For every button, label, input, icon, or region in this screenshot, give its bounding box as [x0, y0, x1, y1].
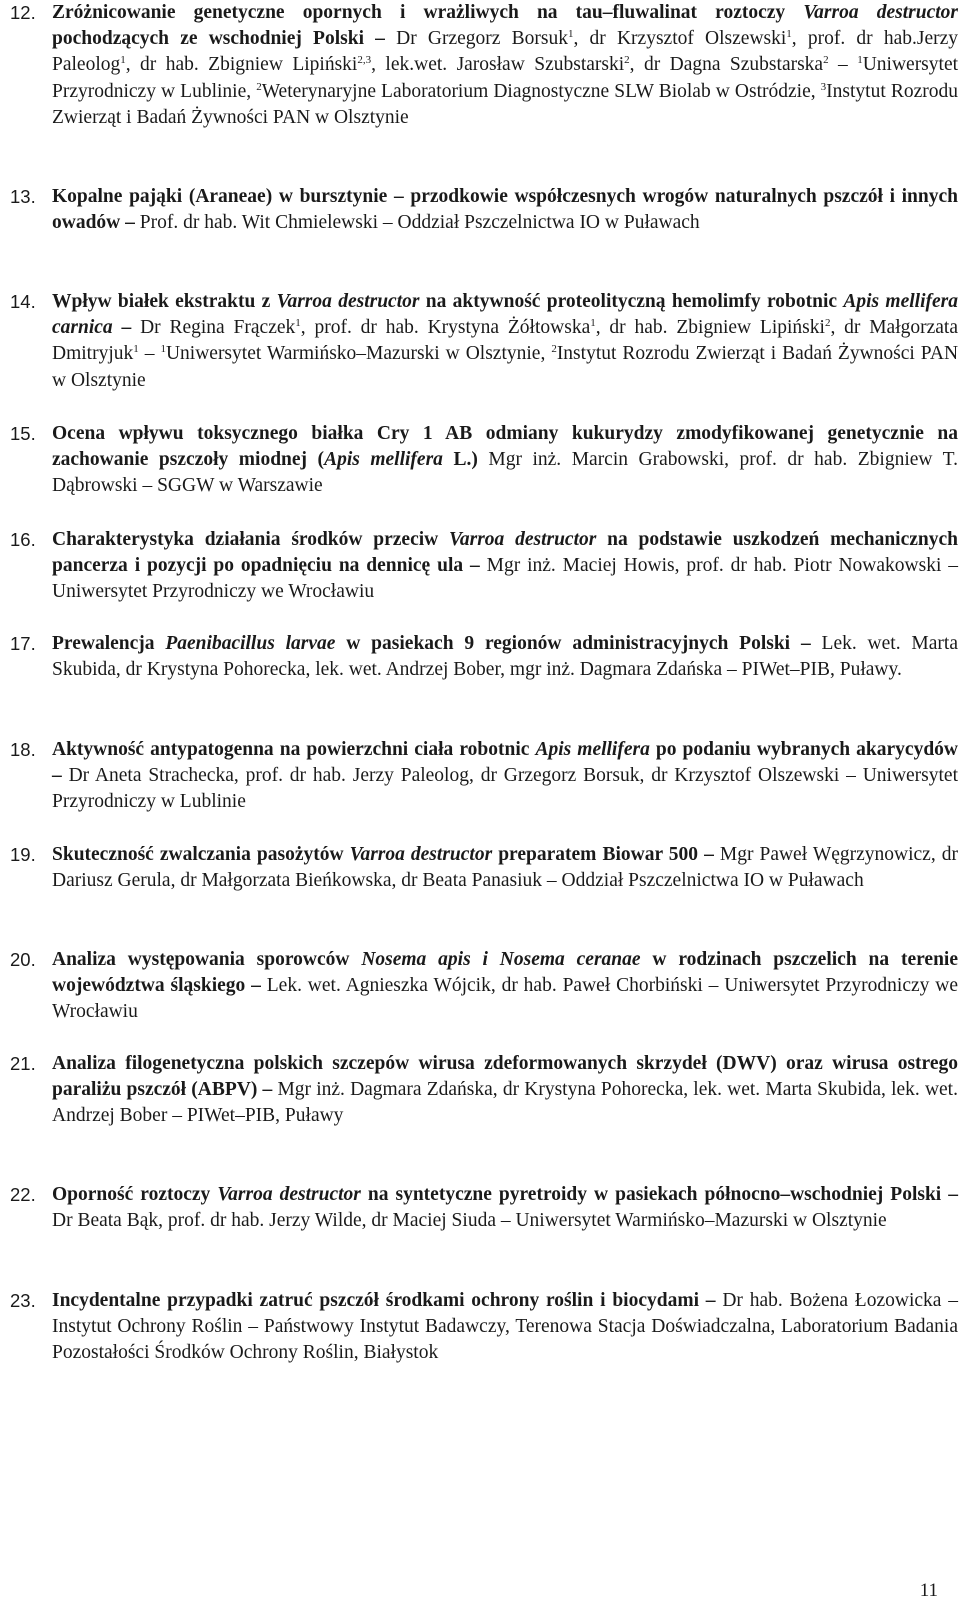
- affiliation-marker: 2: [823, 54, 829, 67]
- list-item-14: [10, 289, 958, 394]
- item-authors-text: Mgr inż. Dagmara Zdańska, dr Krystyna Pohorecka, lek. wet. Marta Skubida, lek. wet. Andrzej Bober – PIWet–PIB, Puławy: [52, 1079, 958, 1127]
- item-authors-text: , dr hab. Zbigniew Lipiński: [595, 317, 825, 339]
- item-title-species: Varroa destructor: [276, 291, 420, 312]
- item-title-species: Varroa destructor: [349, 844, 493, 865]
- item-title-species: Paenibacillus larvae: [165, 633, 336, 654]
- item-authors-text: , dr Dagna Szubstarska: [629, 54, 824, 76]
- item-text: [52, 527, 958, 606]
- list-item-16: [10, 527, 958, 606]
- item-authors-text: Dr Aneta Strachecka, prof. dr hab. Jerzy Paleolog, dr Grzegorz Borsuk, dr Krzysztof Olszewski – Uniwersytet Przyrodniczy w Lublinie: [52, 765, 958, 813]
- item-text: [52, 289, 958, 394]
- item-number: 17.: [10, 633, 36, 654]
- item-title-species: Varroa destructor: [803, 2, 958, 23]
- item-text: [52, 631, 958, 683]
- item-text: [52, 737, 958, 816]
- item-text: [52, 421, 958, 500]
- item-number: 19.: [10, 844, 36, 865]
- item-number: 23.: [10, 1290, 36, 1311]
- item-authors-text: Dr hab. Bożena Łozowicka – Instytut Ochrony Roślin – Państwowy Instytut Badawczy, Terenowa Stacja Doświadczalna, Laboratorium Badania Pozostałości Środków Ochrony Roślin, Białystok: [52, 1290, 958, 1364]
- item-number: 16.: [10, 529, 36, 550]
- item-title-text: –: [112, 317, 141, 339]
- item-authors-text: Dr Regina Frączek: [140, 317, 296, 339]
- item-text: [52, 0, 958, 131]
- item-title-text: Analiza występowania sporowców: [52, 949, 362, 970]
- item-authors-text: Lek. wet. Agnieszka Wójcik, dr hab. Paweł Chorbiński – Uniwersytet Przyrodniczy we Wrocławiu: [52, 975, 958, 1023]
- list-item-22: [10, 1182, 958, 1234]
- affiliation-marker: 1: [857, 54, 863, 67]
- list-item-17: [10, 631, 958, 683]
- item-authors-text: , lek.wet. Jarosław Szubstarski: [371, 54, 625, 76]
- affiliation-marker: 1: [786, 28, 792, 41]
- item-text: [52, 1182, 958, 1234]
- item-text: [52, 842, 958, 894]
- page-number: 11: [919, 1580, 938, 1601]
- affiliation-marker: 2: [256, 80, 262, 93]
- item-title-text: w pasiekach 9 regionów administracyjnych Polski –: [335, 633, 822, 654]
- item-title-text: Aktywność antypatogenna na powierzchni ciała robotnic: [52, 739, 536, 760]
- list-item-19: [10, 842, 958, 894]
- affiliation-marker: 2: [551, 343, 557, 356]
- list-item-20: [10, 947, 958, 1026]
- item-number: 18.: [10, 739, 36, 760]
- item-title-text: na aktywność proteolityczną hemolimfy robotnic: [419, 291, 844, 312]
- item-authors-text: Mgr inż. Marcin Grabowski, prof. dr hab. Zbigniew T. Dąbrowski – SGGW w Warszawie: [52, 449, 958, 497]
- item-title-text: Ocena wpływu toksycznego białka Cry 1 AB odmiany kukurydzy zmodyfikowanej genetycznie na zachowanie pszczoły miodnej (: [52, 423, 958, 471]
- item-title-species: Varroa destructor: [449, 529, 597, 550]
- item-authors-text: –: [138, 343, 161, 365]
- affiliation-marker: 1: [590, 317, 596, 330]
- affiliation-marker: 2: [624, 54, 630, 67]
- item-authors-text: Instytut Rozrodu Zwierząt i Badań Żywności PAN w Olsztynie: [52, 343, 959, 391]
- affiliation-marker: 1: [567, 28, 574, 41]
- item-text: [52, 184, 958, 236]
- item-title-text: Incydentalne przypadki zatruć pszczół środkami ochrony roślin i biocydami –: [52, 1290, 723, 1311]
- item-title-text: Kopalne pająki (Araneae) w bursztynie – przodkowie współczesnych wrogów naturalnych pszczół i innych owadów –: [52, 186, 958, 234]
- item-number: 14.: [10, 291, 36, 312]
- list-item-23: [10, 1288, 958, 1367]
- item-authors-text: Dr Grzegorz Borsuk: [396, 28, 568, 50]
- item-title-text: po podaniu wybranych akarycydów –: [52, 739, 958, 787]
- item-title-text: Zróżnicowanie genetyczne opornych i wrażliwych na tau–fluwalinat roztoczy: [52, 2, 804, 23]
- item-title-text: na syntetyczne pyretroidy w pasiekach północno–wschodniej Polski –: [360, 1184, 958, 1205]
- affiliation-marker: 3: [820, 80, 827, 93]
- affiliation-marker: 1: [133, 343, 139, 356]
- item-number: 22.: [10, 1184, 36, 1205]
- item-title-text: Skuteczność zwalczania pasożytów: [52, 844, 350, 865]
- list-item-15: [10, 421, 958, 500]
- item-title-species: Varroa destructor: [217, 1184, 361, 1205]
- item-number: 13.: [10, 186, 36, 207]
- affiliation-marker: 1: [160, 343, 166, 356]
- item-authors-text: Mgr inż. Maciej Howis, prof. dr hab. Piotr Nowakowski – Uniwersytet Przyrodniczy we Wrocławiu: [52, 555, 958, 603]
- item-title-text: Prewalencja: [52, 633, 166, 654]
- item-authors-text: Uniwersytet Przyrodniczy w Lublinie,: [52, 54, 959, 102]
- item-title-species: Apis mellifera: [324, 449, 443, 471]
- item-title-text: Charakterystyka działania środków przeciw: [52, 529, 450, 550]
- item-authors-text: Instytut Rozrodu Zwierząt i Badań Żywności PAN w Olsztynie: [52, 80, 958, 128]
- list-item-18: [10, 737, 958, 816]
- item-title-text: Wpływ białek ekstraktu z: [52, 291, 277, 312]
- item-title-species: Nosema apis i Nosema ceranae: [361, 949, 641, 970]
- list-item-13: [10, 184, 958, 236]
- item-number: 20.: [10, 949, 36, 970]
- item-authors-text: Weterynaryjne Laboratorium Diagnostyczne SLW Biolab w Ostródzie,: [261, 80, 821, 102]
- item-authors-text: , dr hab. Zbigniew Lipiński: [125, 54, 358, 76]
- item-authors-text: Prof. dr hab. Wit Chmielewski – Oddział Pszczelnictwa IO w Puławach: [139, 212, 700, 234]
- list-item-12: [10, 0, 958, 131]
- item-number: 12.: [10, 2, 36, 23]
- affiliation-marker: 2: [824, 317, 831, 330]
- item-title-species: Apis mellifera: [535, 739, 650, 760]
- item-authors-text: Mgr Paweł Węgrzynowicz, dr Dariusz Gerula, dr Małgorzata Bieńkowska, dr Beata Panasiuk – Oddział Pszczelnictwa IO w Puławach: [52, 844, 958, 892]
- item-authors-text: , prof. dr hab.Jerzy Paleolog: [52, 28, 959, 76]
- list-item-21: [10, 1051, 958, 1130]
- item-title-text: pochodzących ze wschodniej Polski –: [52, 28, 397, 50]
- affiliation-marker: 1: [295, 317, 301, 330]
- item-authors-text: Dr Beata Bąk, prof. dr hab. Jerzy Wilde, dr Maciej Siuda – Uniwersytet Warmińsko–Mazurski w Olsztynie: [52, 1210, 887, 1232]
- item-title-text: L.): [442, 449, 489, 471]
- item-authors-text: , dr Krzysztof Olszewski: [573, 28, 787, 50]
- item-text: [52, 947, 958, 1026]
- item-text: [52, 1288, 958, 1367]
- item-title-text: preparatem Biowar 500 –: [492, 844, 720, 865]
- item-authors-text: , dr Małgorzata Dmitryjuk: [52, 317, 958, 365]
- item-authors-text: Lek. wet. Marta Skubida, dr Krystyna Pohorecka, lek. wet. Andrzej Bober, mgr inż. Dagmara Zdańska – PIWet–PIB, Puławy.: [52, 633, 958, 681]
- affiliation-marker: 2,3: [357, 54, 372, 67]
- item-title-text: Analiza filogenetyczna polskich szczepów wirusa zdeformowanych skrzydeł (DWV) oraz wirusa ostrego paraliżu pszczół (ABPV) –: [52, 1053, 958, 1101]
- affiliation-marker: 1: [120, 54, 126, 67]
- item-number: 21.: [10, 1053, 36, 1074]
- item-authors-text: –: [828, 54, 858, 76]
- item-title-text: Oporność roztoczy: [52, 1184, 218, 1205]
- item-authors-text: , prof. dr hab. Krystyna Żółtowska: [300, 317, 591, 339]
- item-number: 15.: [10, 423, 36, 444]
- item-text: [52, 1051, 958, 1130]
- item-authors-text: Uniwersytet Warmińsko–Mazurski w Olsztynie,: [165, 343, 552, 365]
- item-title-species: Apis mellifera carnica: [52, 291, 958, 339]
- item-title-text: w rodzinach pszczelich na terenie województwa śląskiego –: [52, 949, 959, 997]
- item-title-text: na podstawie uszkodzeń mechanicznych pancerza i pozycji po opadnięciu na dennicę ula –: [52, 529, 958, 577]
